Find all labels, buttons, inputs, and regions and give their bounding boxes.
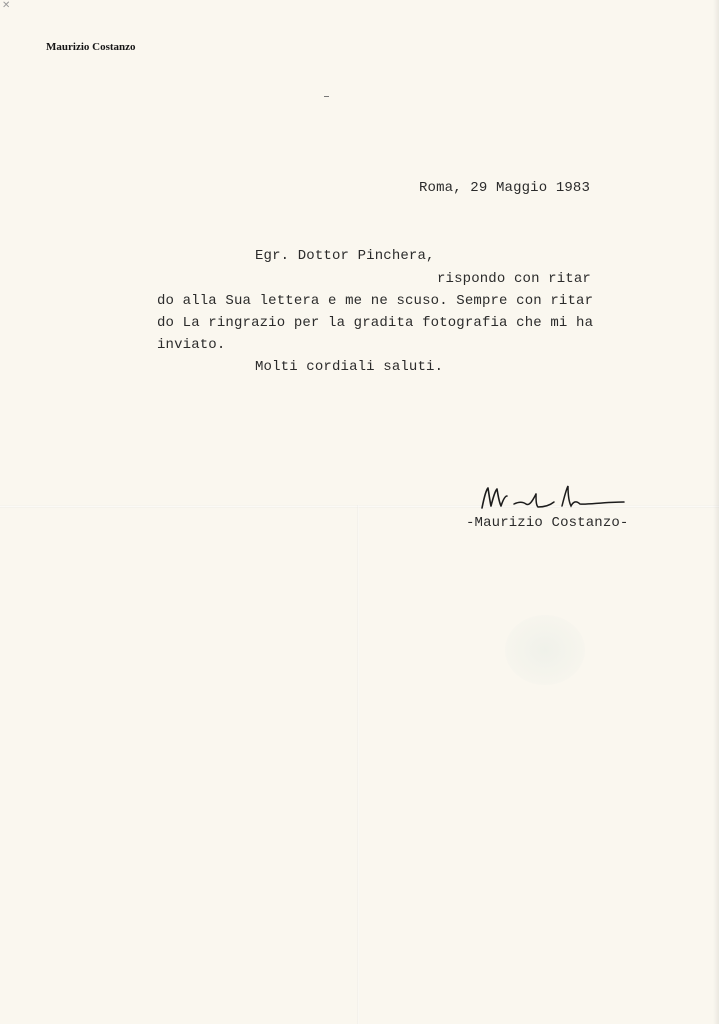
vertical-fold-line — [357, 505, 359, 1024]
salutation: Egr. Dottor Pinchera, — [255, 248, 435, 264]
body-line-2: do alla Sua lettera e me ne scuso. Sempre con ritar — [157, 293, 594, 309]
body-line-1: rispondo con ritar — [437, 271, 591, 287]
page-edge-shadow — [713, 0, 719, 1024]
closing-line: Molti cordiali saluti. — [255, 359, 444, 375]
body-line-3: do La ringrazio per la gradita fotografia che mi ha — [157, 315, 594, 331]
paper-stain — [505, 615, 585, 685]
date-line: Roma, 29 Maggio 1983 — [419, 180, 591, 196]
letterhead-name: Maurizio Costanzo — [46, 41, 136, 53]
corner-pencil-mark: ✕ — [2, 0, 11, 11]
typed-signature: -Maurizio Costanzo- — [466, 515, 629, 531]
handwritten-signature-icon — [474, 480, 634, 516]
body-line-4: inviato. — [157, 337, 226, 353]
fold-guide-mark — [324, 96, 329, 97]
